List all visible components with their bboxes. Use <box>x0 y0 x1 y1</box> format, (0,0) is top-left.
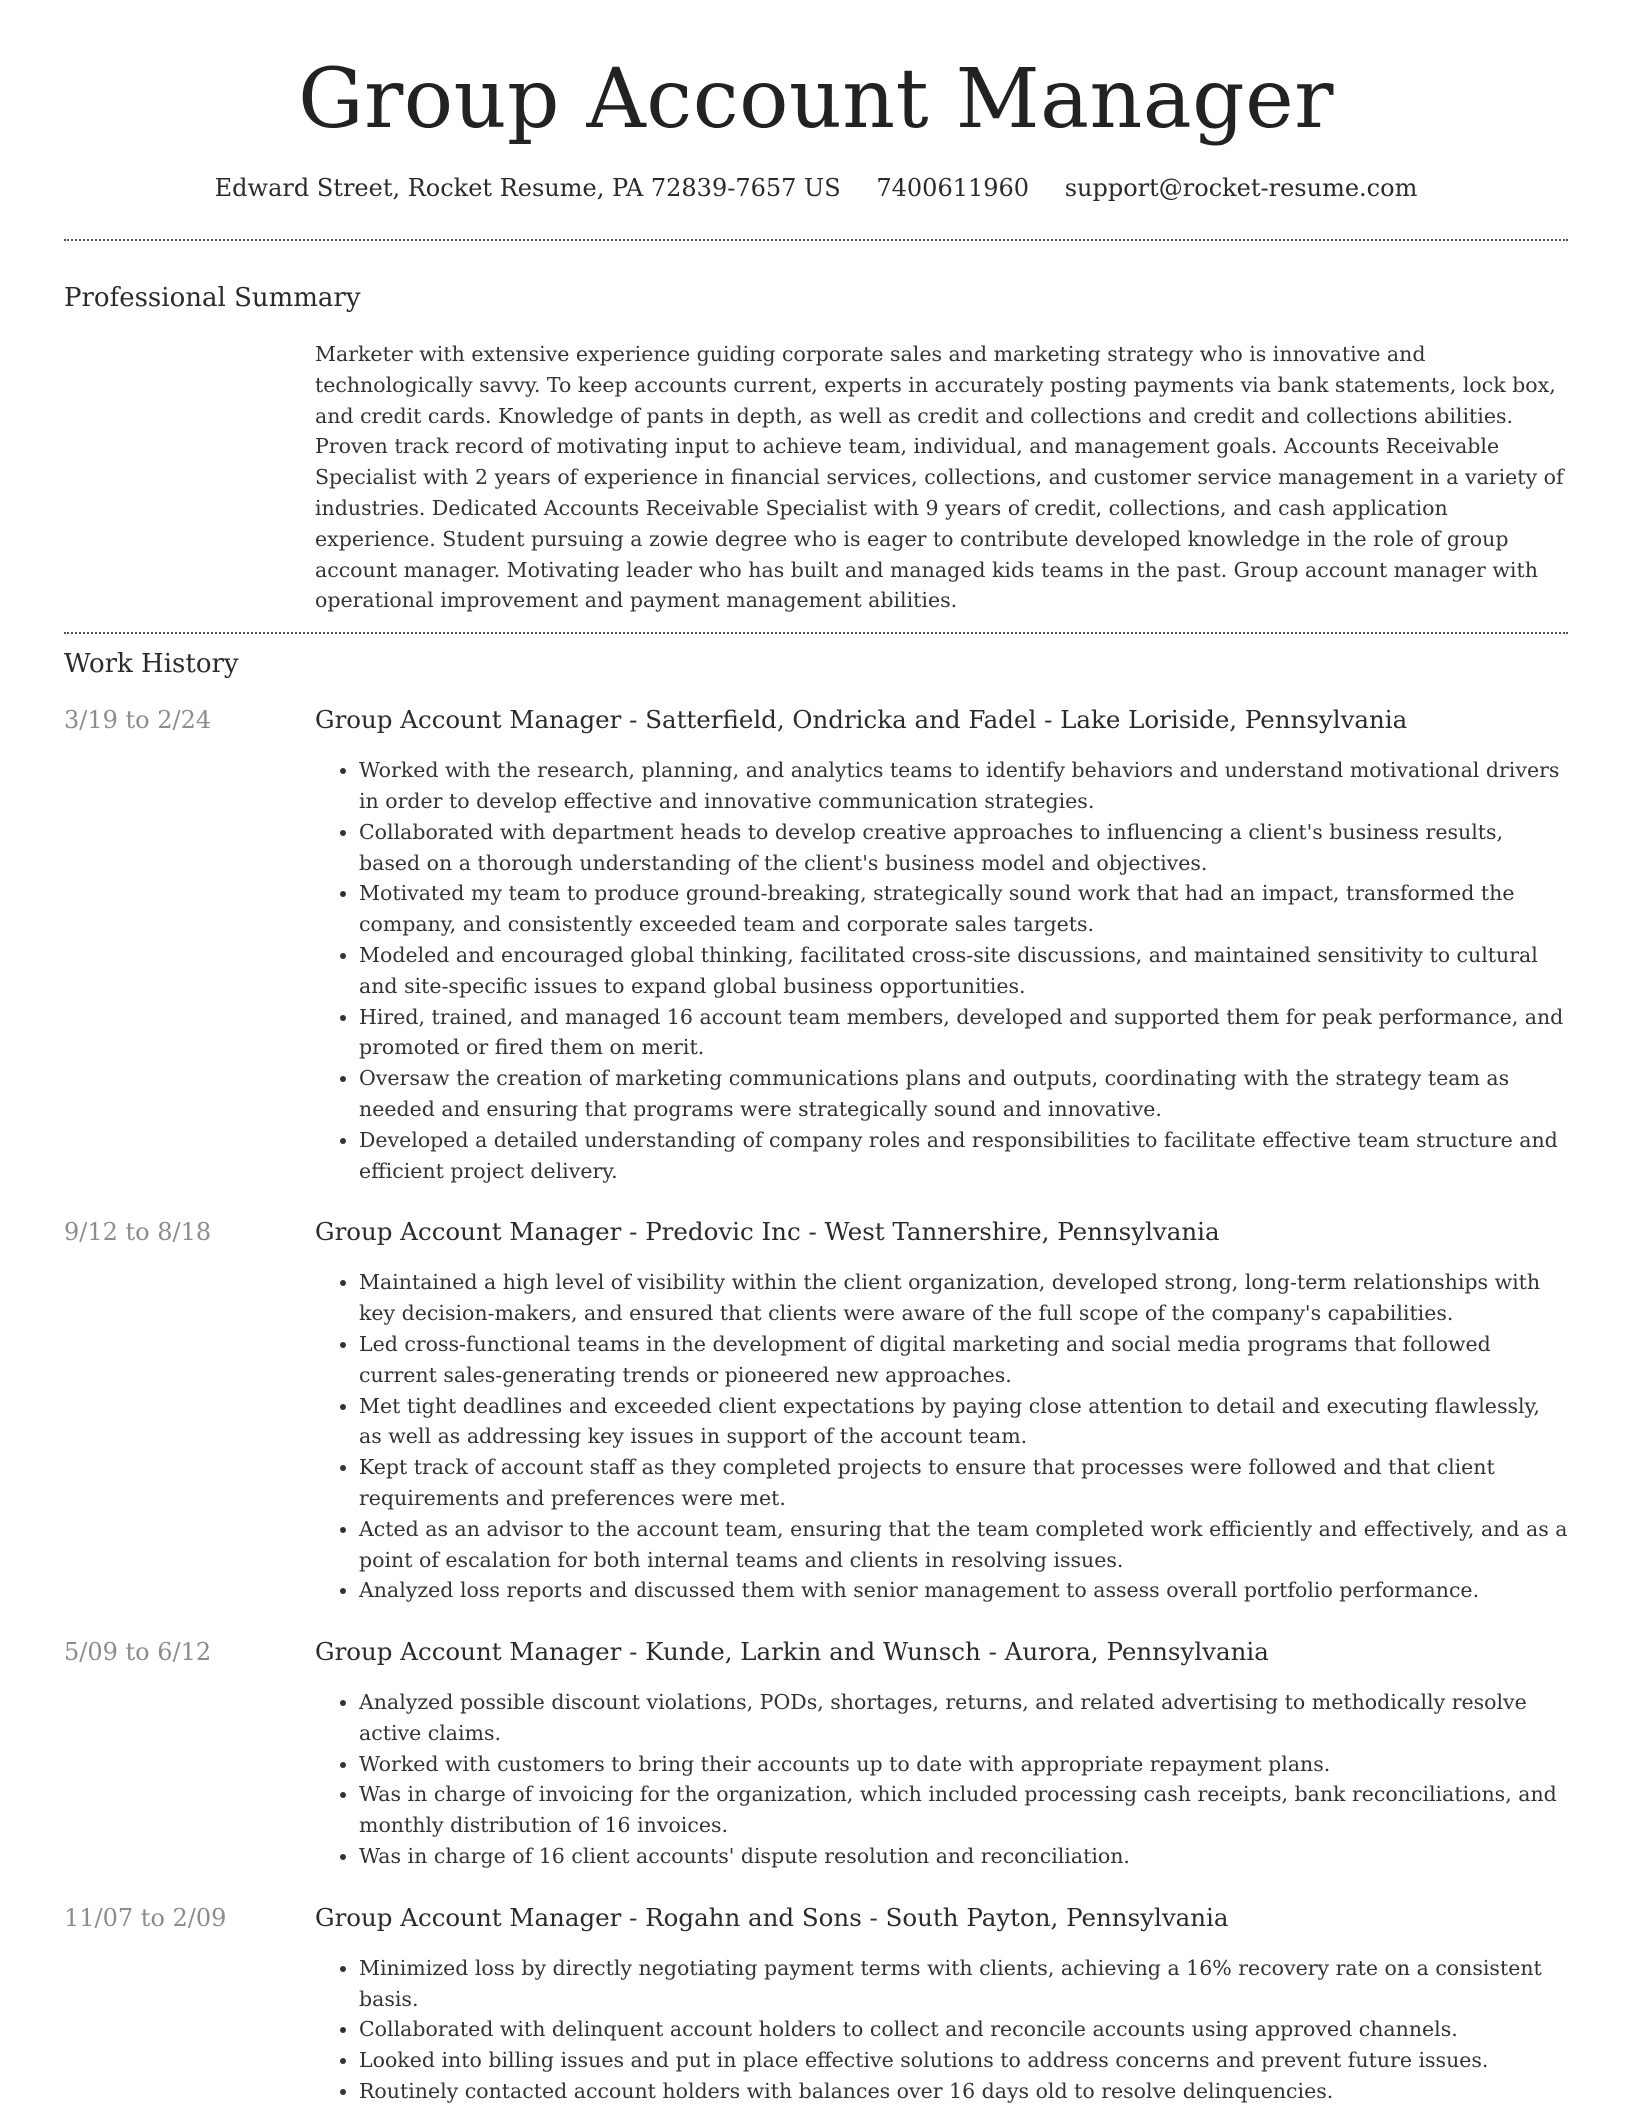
job-entry <box>64 1894 1568 2107</box>
job-heading: Group Account Manager - Satterfield, Ondricka and Fadel - Lake Loriside, Pennsylvania <box>315 705 1408 735</box>
work-history-section-title: Work History <box>64 649 239 680</box>
job-bullet: • Analyzed loss reports and discussed them with senior management to assess overall portfolio performance. <box>359 1575 1568 1606</box>
job-bullets <box>315 1267 1568 1606</box>
job-dates: 3/19 to 2/24 <box>64 706 212 735</box>
job-dates: 9/12 to 8/18 <box>64 1218 212 1247</box>
contact-phone: 7400611960 <box>876 174 1030 202</box>
job-bullet: • Hired, trained, and managed 16 account team members, developed and supported them for peak performance, and promoted or fired them on merit. <box>359 1002 1568 1064</box>
work-history-list <box>64 696 1568 2107</box>
job-bullet: • Motivated my team to produce ground-breaking, strategically sound work that had an impact, transformed the company, and consistently exceeded team and corporate sales targets. <box>359 878 1568 940</box>
job-bullet: • Met tight deadlines and exceeded client expectations by paying close attention to detail and executing flawlessly, as well as addressing key issues in support of the account team. <box>359 1391 1568 1453</box>
job-bullets <box>315 1687 1568 1872</box>
job-bullets <box>315 1953 1568 2107</box>
job-bullet: • Routinely contacted account holders with balances over 16 days old to resolve delinquencies. <box>359 2076 1568 2107</box>
job-heading: Group Account Manager - Kunde, Larkin and Wunsch - Aurora, Pennsylvania <box>315 1637 1269 1667</box>
job-body <box>315 1894 1568 2107</box>
job-entry <box>64 1208 1568 1606</box>
job-dates: 11/07 to 2/09 <box>64 1903 227 1932</box>
job-entry <box>64 1628 1568 1872</box>
job-heading: Group Account Manager - Rogahn and Sons - South Payton, Pennsylvania <box>315 1902 1229 1932</box>
job-bullet: • Led cross-functional teams in the development of digital marketing and social media programs that followed current sales-generating trends or pioneered new approaches. <box>359 1329 1568 1391</box>
job-bullet: • Developed a detailed understanding of company roles and responsibilities to facilitate effective team structure and efficient project delivery. <box>359 1125 1568 1187</box>
job-bullet: • Minimized loss by directly negotiating payment terms with clients, achieving a 16% recovery rate on a consistent basis. <box>359 1953 1568 2015</box>
job-bullet: • Analyzed possible discount violations, PODs, shortages, returns, and related advertising to methodically resolve active claims. <box>359 1687 1568 1749</box>
header-divider <box>64 239 1568 241</box>
job-bullets <box>315 755 1568 1186</box>
summary-section-title: Professional Summary <box>64 283 361 313</box>
job-body <box>315 696 1568 1186</box>
job-bullet: • Looked into billing issues and put in place effective solutions to address concerns and prevent future issues. <box>359 2045 1568 2076</box>
job-body <box>315 1208 1568 1606</box>
job-heading: Group Account Manager - Predovic Inc - West Tannershire, Pennsylvania <box>315 1217 1220 1247</box>
job-bullet: • Collaborated with delinquent account holders to collect and reconcile accounts using approved channels. <box>359 2014 1568 2045</box>
job-bullet: • Was in charge of invoicing for the organization, which included processing cash receipts, bank reconciliations, and monthly distribution of 16 invoices. <box>359 1779 1568 1841</box>
contact-email: support@rocket-resume.com <box>1064 174 1418 202</box>
job-dates: 5/09 to 6/12 <box>64 1638 212 1667</box>
job-entry <box>64 696 1568 1186</box>
job-bullet: • Acted as an advisor to the account team, ensuring that the team completed work efficiently and effectively, and as a point of escalation for both internal teams and clients in resolving issues. <box>359 1514 1568 1576</box>
job-bullet: • Oversaw the creation of marketing communications plans and outputs, coordinating with the strategy team as needed and ensuring that programs were strategically sound and innovative. <box>359 1063 1568 1125</box>
contact-line <box>64 172 1568 204</box>
job-bullet: • Worked with the research, planning, and analytics teams to identify behaviors and understand motivational drivers in order to develop effective and innovative communication strategies. <box>359 755 1568 817</box>
contact-address: Edward Street, Rocket Resume, PA 72839-7657 US <box>214 174 841 202</box>
summary-text: Marketer with extensive experience guiding corporate sales and marketing strategy who is innovative and technologically savvy. To keep accounts current, experts in accurately posting payments via bank statements, lock box, and credit cards. Knowledge of pants in depth, as well as credit and collections and credit and collections abilities. Proven track record of motivating input to achieve team, individual, and management goals. Accounts Receivable Specialist with 2 years of experience in financial services, collections, and customer service management in a variety of industries. Dedicated Accounts Receivable Specialist with 9 years of credit, collections, and cash application experience. Student pursuing a zowie degree who is eager to contribute developed knowledge in the role of group account manager. Motivating leader who has built and managed kids teams in the past. Group account manager with operational improvement and payment management abilities. <box>315 342 1564 613</box>
job-bullet: • Worked with customers to bring their accounts up to date with appropriate repayment plans. <box>359 1749 1568 1780</box>
resume-name: Group Account Manager <box>298 52 1334 147</box>
summary-divider <box>64 632 1568 634</box>
job-bullet: • Maintained a high level of visibility within the client organization, developed strong, long-term relationships with key decision-makers, and ensured that clients were aware of the full scope of the company's capabilities. <box>359 1267 1568 1329</box>
job-bullet: • Collaborated with department heads to develop creative approaches to influencing a client's business results, based on a thorough understanding of the client's business model and objectives. <box>359 817 1568 879</box>
job-bullet: • Kept track of account staff as they completed projects to ensure that processes were followed and that client requirements and preferences were met. <box>359 1452 1568 1514</box>
job-bullet: • Modeled and encouraged global thinking, facilitated cross-site discussions, and maintained sensitivity to cultural and site-specific issues to expand global business opportunities. <box>359 940 1568 1002</box>
job-body <box>315 1628 1568 1872</box>
job-bullet: • Was in charge of 16 client accounts' dispute resolution and reconciliation. <box>359 1841 1568 1872</box>
